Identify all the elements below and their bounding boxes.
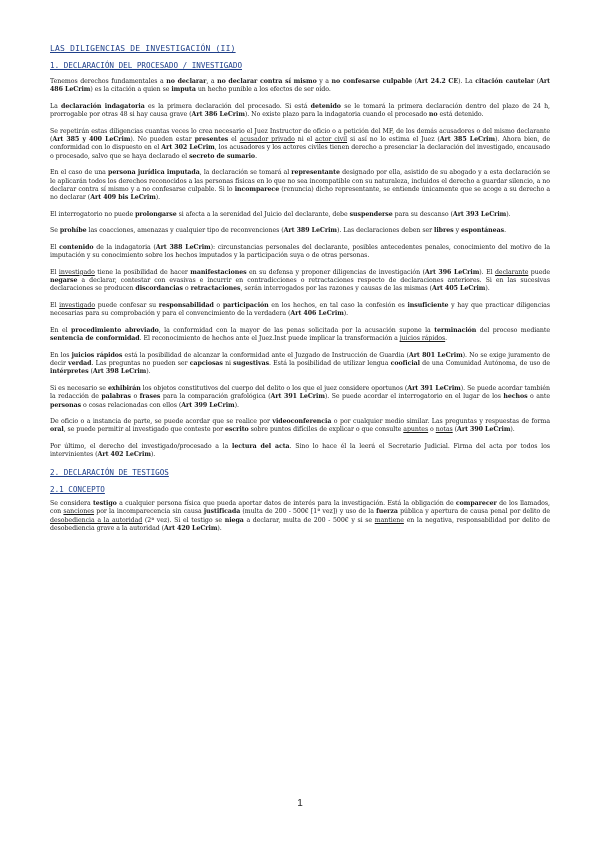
bold-text: insuficiente xyxy=(407,302,449,310)
bold-text: imputa xyxy=(171,86,196,94)
text-run: del proceso mediante xyxy=(476,326,550,334)
underlined-text: investigado xyxy=(58,268,95,276)
section-declaracion-procesado xyxy=(50,78,550,460)
bold-text: negarse xyxy=(50,277,78,285)
text-run: . xyxy=(504,227,506,235)
text-run: (2ª vez). Si el testigo se xyxy=(142,516,225,524)
bold-text: Art 406 LeCrim xyxy=(290,310,344,318)
text-run: , la conformidad con la mayor de las penas solicitada por la acusación supone la xyxy=(158,326,435,334)
page-number: 1 xyxy=(297,798,303,809)
text-run: Si es necesario se xyxy=(50,384,108,392)
text-run: para la comparación grafológica ( xyxy=(160,393,271,401)
bold-text: videoconferencia xyxy=(272,418,332,426)
text-run: en los hechos, en tal caso la confesión es xyxy=(268,302,408,310)
text-run: o xyxy=(428,426,436,434)
bold-text: suspenderse xyxy=(349,210,393,218)
bold-text: palabras xyxy=(101,393,132,401)
bold-text: Art 389 LeCrim xyxy=(283,227,337,235)
text-run: Se considera xyxy=(50,499,93,507)
paragraph xyxy=(50,244,550,261)
text-run: ( xyxy=(412,78,418,85)
text-run: ). El xyxy=(479,268,495,276)
bold-text: sentencia de conformidad xyxy=(50,335,140,343)
text-run: y hay que practicar diligencias necesarias para su comprobación y para el convencimiento de la verdadera ( xyxy=(50,302,551,318)
text-run: ni xyxy=(222,360,234,368)
bold-text: frases xyxy=(139,393,161,401)
bold-text: Art 390 LeCrim xyxy=(457,426,511,434)
underlined-text: juicios rápidos xyxy=(399,335,446,343)
bold-text: Art 391 LeCrim xyxy=(407,384,461,392)
text-run: designado por ella, asistido de su abogado y a esta declaración se le aplicarán todos los derechos reconocidos a las personas físicas en lo que no sea incompatible con su naturaleza, incluidos el derecho a guardar silencio, a no declarar contra sí mismo y a no confesarse culpable. Si lo xyxy=(50,169,550,193)
bold-text: Art 302 LeCrim xyxy=(161,144,215,152)
text-run: ). xyxy=(485,285,490,293)
text-run: a declarar, contestar con evasivas e incurrir en contradicciones o retractaciones respecto de declaraciones anteriores. Si en las sucesivas declaraciones se producen xyxy=(50,277,550,293)
bold-text: citación cautelar xyxy=(475,78,535,85)
text-run: En los xyxy=(50,351,72,359)
bold-text: Art 391 LeCrim xyxy=(270,393,325,401)
bold-text: manifestaciones xyxy=(190,268,247,276)
text-run: ). Ahora bien, de conformidad con lo dispuesto en el xyxy=(50,136,550,152)
bold-text: terminación xyxy=(434,326,477,334)
text-run: de la indagatoria ( xyxy=(93,243,156,251)
text-run: Tenemos derechos fundamentales a xyxy=(50,78,167,85)
bold-text: no confesarse culpable xyxy=(331,78,413,85)
bold-text: contenido xyxy=(59,243,94,251)
text-run: . Sino lo hace él la leerá el Secretario Judicial. Firma del acta por todos los intervinientes ( xyxy=(50,443,550,459)
bold-text: prohíbe xyxy=(59,227,87,235)
text-run: . Las preguntas no pueden ser xyxy=(91,360,190,368)
text-run: , se puede permitir al investigado que conteste por xyxy=(63,426,225,434)
paragraph xyxy=(50,78,550,95)
text-run: o ante xyxy=(527,393,550,401)
bold-text: presentes xyxy=(194,136,229,144)
text-run: La xyxy=(50,102,62,110)
bold-text: prolongarse xyxy=(135,210,177,218)
text-run: los objetos constitutivos del cuerpo del delito o los que el juez considere oportunos ( xyxy=(140,384,408,392)
text-run: ). xyxy=(506,210,511,218)
text-run: . Está la posibilidad de utilizar lengua xyxy=(269,360,391,368)
bold-text: procedimiento abreviado xyxy=(71,326,159,334)
text-run: de una Comunidad Autónoma, de uso de xyxy=(420,360,550,368)
text-run: ). xyxy=(343,310,349,318)
text-run: El interrogatorio no puede xyxy=(50,210,136,218)
text-run: en la negativa, responsabilidad por delito de desobediencia grave a la autoridad ( xyxy=(50,516,551,532)
text-run: o por cualquier medio similar. Las preguntas y respuestas de forma xyxy=(331,418,550,426)
text-run: (multa de 200 - 500€ [1ª vez]) y uso de la xyxy=(240,508,377,516)
text-run: o xyxy=(213,302,223,310)
text-run: ). xyxy=(146,368,151,376)
text-run: ). xyxy=(510,426,515,434)
text-run: sobre puntos difíciles de explicar o que consulte xyxy=(248,426,404,434)
bold-text: libres xyxy=(434,227,454,235)
text-run: si así no lo estima el Juez ( xyxy=(347,136,440,144)
bold-text: hechos xyxy=(503,393,528,401)
bold-text: juicios rápidos xyxy=(71,351,123,359)
text-run: ( xyxy=(88,368,93,376)
text-run: puede xyxy=(528,268,550,276)
text-run: , los acusadores y los actores civiles tienen derecho a presenciar la declaración del investigado, encausado o procesado, salvo que se haya declarado el xyxy=(50,144,550,160)
paragraph xyxy=(50,211,550,219)
text-run: , la declaración se tomará al xyxy=(199,169,292,177)
text-run: para su descanso ( xyxy=(392,210,453,218)
bold-text: justificada xyxy=(203,508,241,516)
bold-text: Art 385 LeCrim xyxy=(439,136,496,144)
text-run: De oficio o a instancia de parte, se puede acordar que se realice por xyxy=(50,418,273,426)
bold-text: discordancias xyxy=(135,285,183,293)
text-run: ). No existe plazo para la indagatoria cuando el procesado xyxy=(244,111,429,119)
underlined-text: desobediencia a la autoridad xyxy=(50,516,143,524)
bold-text: incomparece xyxy=(234,185,280,193)
bold-text: representante xyxy=(291,169,340,177)
document-title: LAS DILIGENCIAS DE INVESTIGACIÓN (II) xyxy=(50,44,236,53)
bold-text: fuerza xyxy=(376,508,398,516)
underlined-text: mantiene xyxy=(374,516,404,524)
text-run: ) es la citación a quien se xyxy=(90,86,172,94)
text-run: ). La xyxy=(458,78,476,85)
paragraph xyxy=(50,443,550,460)
paragraph xyxy=(50,103,550,120)
text-run: el xyxy=(228,136,240,144)
bold-text: exhibirán xyxy=(107,384,141,392)
text-run: está detenido. xyxy=(437,111,484,119)
text-run: , serán interrogados por las razones y causas de las mismas ( xyxy=(240,285,433,293)
text-run: o cosas relacionadas con ellos ( xyxy=(81,401,182,409)
text-run: por la incomparecencia sin causa xyxy=(94,508,204,516)
bold-text: Art 405 LeCrim xyxy=(432,285,486,293)
section-heading-declaracion-procesado: 1. DECLARACIÓN DEL PROCESADO / INVESTIGADO xyxy=(50,61,243,70)
bold-text: capciosas xyxy=(189,360,223,368)
bold-text: Art 385 y 400 LeCrim xyxy=(52,136,131,144)
bold-text: participación xyxy=(222,302,269,310)
text-run: ). No se exige juramento de decir xyxy=(50,351,550,368)
bold-text: Art 420 LeCrim xyxy=(164,524,218,532)
paragraph xyxy=(50,302,550,319)
underlined-text: investigado xyxy=(59,302,96,310)
bold-text: no xyxy=(428,111,438,119)
bold-text: secreto de sumario xyxy=(189,152,256,160)
bold-text: lectura del acta xyxy=(232,443,290,451)
paragraph xyxy=(50,169,550,202)
bold-text: sugestivas xyxy=(233,360,270,368)
bold-text: Art 486 LeCrim xyxy=(50,78,550,94)
bold-text: comparecer xyxy=(455,499,497,507)
text-run: si afecta a la serenidad del Juicio del declarante, debe xyxy=(176,210,350,218)
bold-text: testigo xyxy=(92,499,117,507)
paragraph xyxy=(50,418,550,435)
bold-text: Art 24.2 CE xyxy=(417,78,459,85)
text-run: de los llamados, con xyxy=(50,499,550,516)
text-run: . xyxy=(445,335,448,343)
bold-text: Art 402 LeCrim xyxy=(97,451,151,459)
section-heading-declaracion-testigos: 2. DECLARACIÓN DE TESTIGOS xyxy=(50,467,169,477)
text-run: y xyxy=(453,227,461,235)
paragraph xyxy=(50,500,550,533)
text-run: Por último, el derecho del investigado/procesado a la xyxy=(50,443,233,451)
text-run: Se repetirán estas diligencias cuantas veces lo crea necesario el Juez Instructor de oficio o a petición del MF, de los demás acusadores o del mismo declarante ( xyxy=(50,127,550,144)
text-run: ). Se puede acordar también la redacción de xyxy=(50,384,550,401)
text-run: ). xyxy=(217,524,222,532)
paragraph xyxy=(50,227,550,235)
text-run: y a xyxy=(316,78,332,85)
subsection-heading-concepto: 2.1 CONCEPTO xyxy=(50,484,105,494)
text-run: El xyxy=(50,302,60,310)
bold-text: intérpretes xyxy=(50,368,89,376)
bold-text: no declarar contra sí mismo xyxy=(217,78,317,85)
text-run: ( xyxy=(534,78,540,85)
underlined-text: declarante xyxy=(494,268,529,276)
text-run: ). xyxy=(234,401,239,409)
bold-text: personas xyxy=(50,401,82,409)
text-run: , a xyxy=(206,78,218,85)
text-run: El xyxy=(50,268,59,276)
bold-text: persona jurídica imputada xyxy=(108,169,200,177)
bold-text: cooficial xyxy=(390,360,420,368)
underlined-text: acusador privado xyxy=(239,136,295,144)
paragraph xyxy=(50,128,550,161)
text-run: se le tomará la primera declaración dentro del plazo de 24 h, prorrogable por otras 48 si hay causa grave ( xyxy=(50,102,550,119)
bold-text: Art 396 LeCrim xyxy=(424,268,480,276)
bold-text: Art 388 LeCrim xyxy=(155,243,211,251)
text-run: ( xyxy=(452,426,458,434)
bold-text: niega xyxy=(224,516,244,524)
text-run: En el caso de una xyxy=(50,169,108,177)
bold-text: Art 393 LeCrim xyxy=(452,210,507,218)
text-run: a cualquier persona física que pueda aportar datos de interés para la investigación. Está la obligación de xyxy=(116,499,456,507)
bold-text: declaración indagatoria xyxy=(61,102,145,110)
text-run: Se xyxy=(50,227,60,235)
text-run: ). xyxy=(155,194,161,202)
paragraph xyxy=(50,269,550,294)
bold-text: retractaciones xyxy=(190,285,241,293)
text-run: . El reconocimiento de hechos ante el Juez.Inst puede implicar la transformación a xyxy=(139,335,400,343)
bold-text: Art 409 bis LeCrim xyxy=(90,194,156,202)
bold-text: responsabilidad xyxy=(158,302,214,310)
text-run: . xyxy=(255,152,257,160)
text-run: puede confesar su xyxy=(95,302,159,310)
underlined-text: sanciones xyxy=(63,508,95,516)
text-run: o xyxy=(183,285,191,293)
section-concepto xyxy=(50,500,550,533)
text-run: ): circunstancias personales del declarante, posibles antecedentes penales, conocimiento del motivo de la imputación y su conocimiento sobre los hechos imputados y la participación suya o de otras personas. xyxy=(50,243,550,260)
text-run: ). Se puede acordar el interrogatorio en el lugar de los xyxy=(324,393,504,401)
text-run: pública y apertura de causa penal por delito de xyxy=(397,508,550,516)
bold-text: Art 398 LeCrim xyxy=(92,368,147,376)
text-run: o xyxy=(131,393,140,401)
bold-text: detenido xyxy=(310,102,341,110)
text-run: a declarar, multa de 200 - 500€ y si se xyxy=(243,516,375,524)
bold-text: Art 399 LeCrim xyxy=(181,401,235,409)
paragraph xyxy=(50,352,550,377)
text-run: ). xyxy=(150,451,156,459)
text-run: tiene la posibilidad de hacer xyxy=(94,268,191,276)
bold-text: escrito xyxy=(224,426,249,434)
text-run: en su defensa y proponer diligencias de investigación ( xyxy=(246,268,425,276)
bold-text: no declarar xyxy=(166,78,207,85)
text-run: El xyxy=(50,243,60,251)
paragraph xyxy=(50,327,550,344)
bold-text: verdad xyxy=(68,360,92,368)
paragraph xyxy=(50,385,550,410)
bold-text: oral xyxy=(50,426,64,434)
underlined-text: notas xyxy=(435,426,453,434)
text-run: ni el xyxy=(294,136,316,144)
text-run: ). No pueden estar xyxy=(130,136,195,144)
text-run: las coacciones, amenazas y cualquier tipo de reconvenciones ( xyxy=(86,227,284,235)
text-run: un hecho punible a los efectos de ser oído. xyxy=(195,86,331,94)
bold-text: espontáneas xyxy=(461,227,505,235)
underlined-text: actor civil xyxy=(315,136,348,144)
text-run: ). Las declaraciones deben ser xyxy=(336,227,435,235)
bold-text: Art 801 LeCrim xyxy=(408,351,463,359)
text-run: (renuncia) dicho representante, se entiende únicamente que se acoge a su derecho a no declarar ( xyxy=(50,185,550,202)
bold-text: Art 386 LeCrim xyxy=(191,111,245,119)
text-run: En el xyxy=(50,326,72,334)
text-run: está la posibilidad de alcanzar la conformidad ante el Juzgado de Instrucción de Guardia ( xyxy=(122,351,409,359)
text-run: es la primera declaración del procesado. Si está xyxy=(144,102,311,110)
underlined-text: apuntes xyxy=(403,426,429,434)
